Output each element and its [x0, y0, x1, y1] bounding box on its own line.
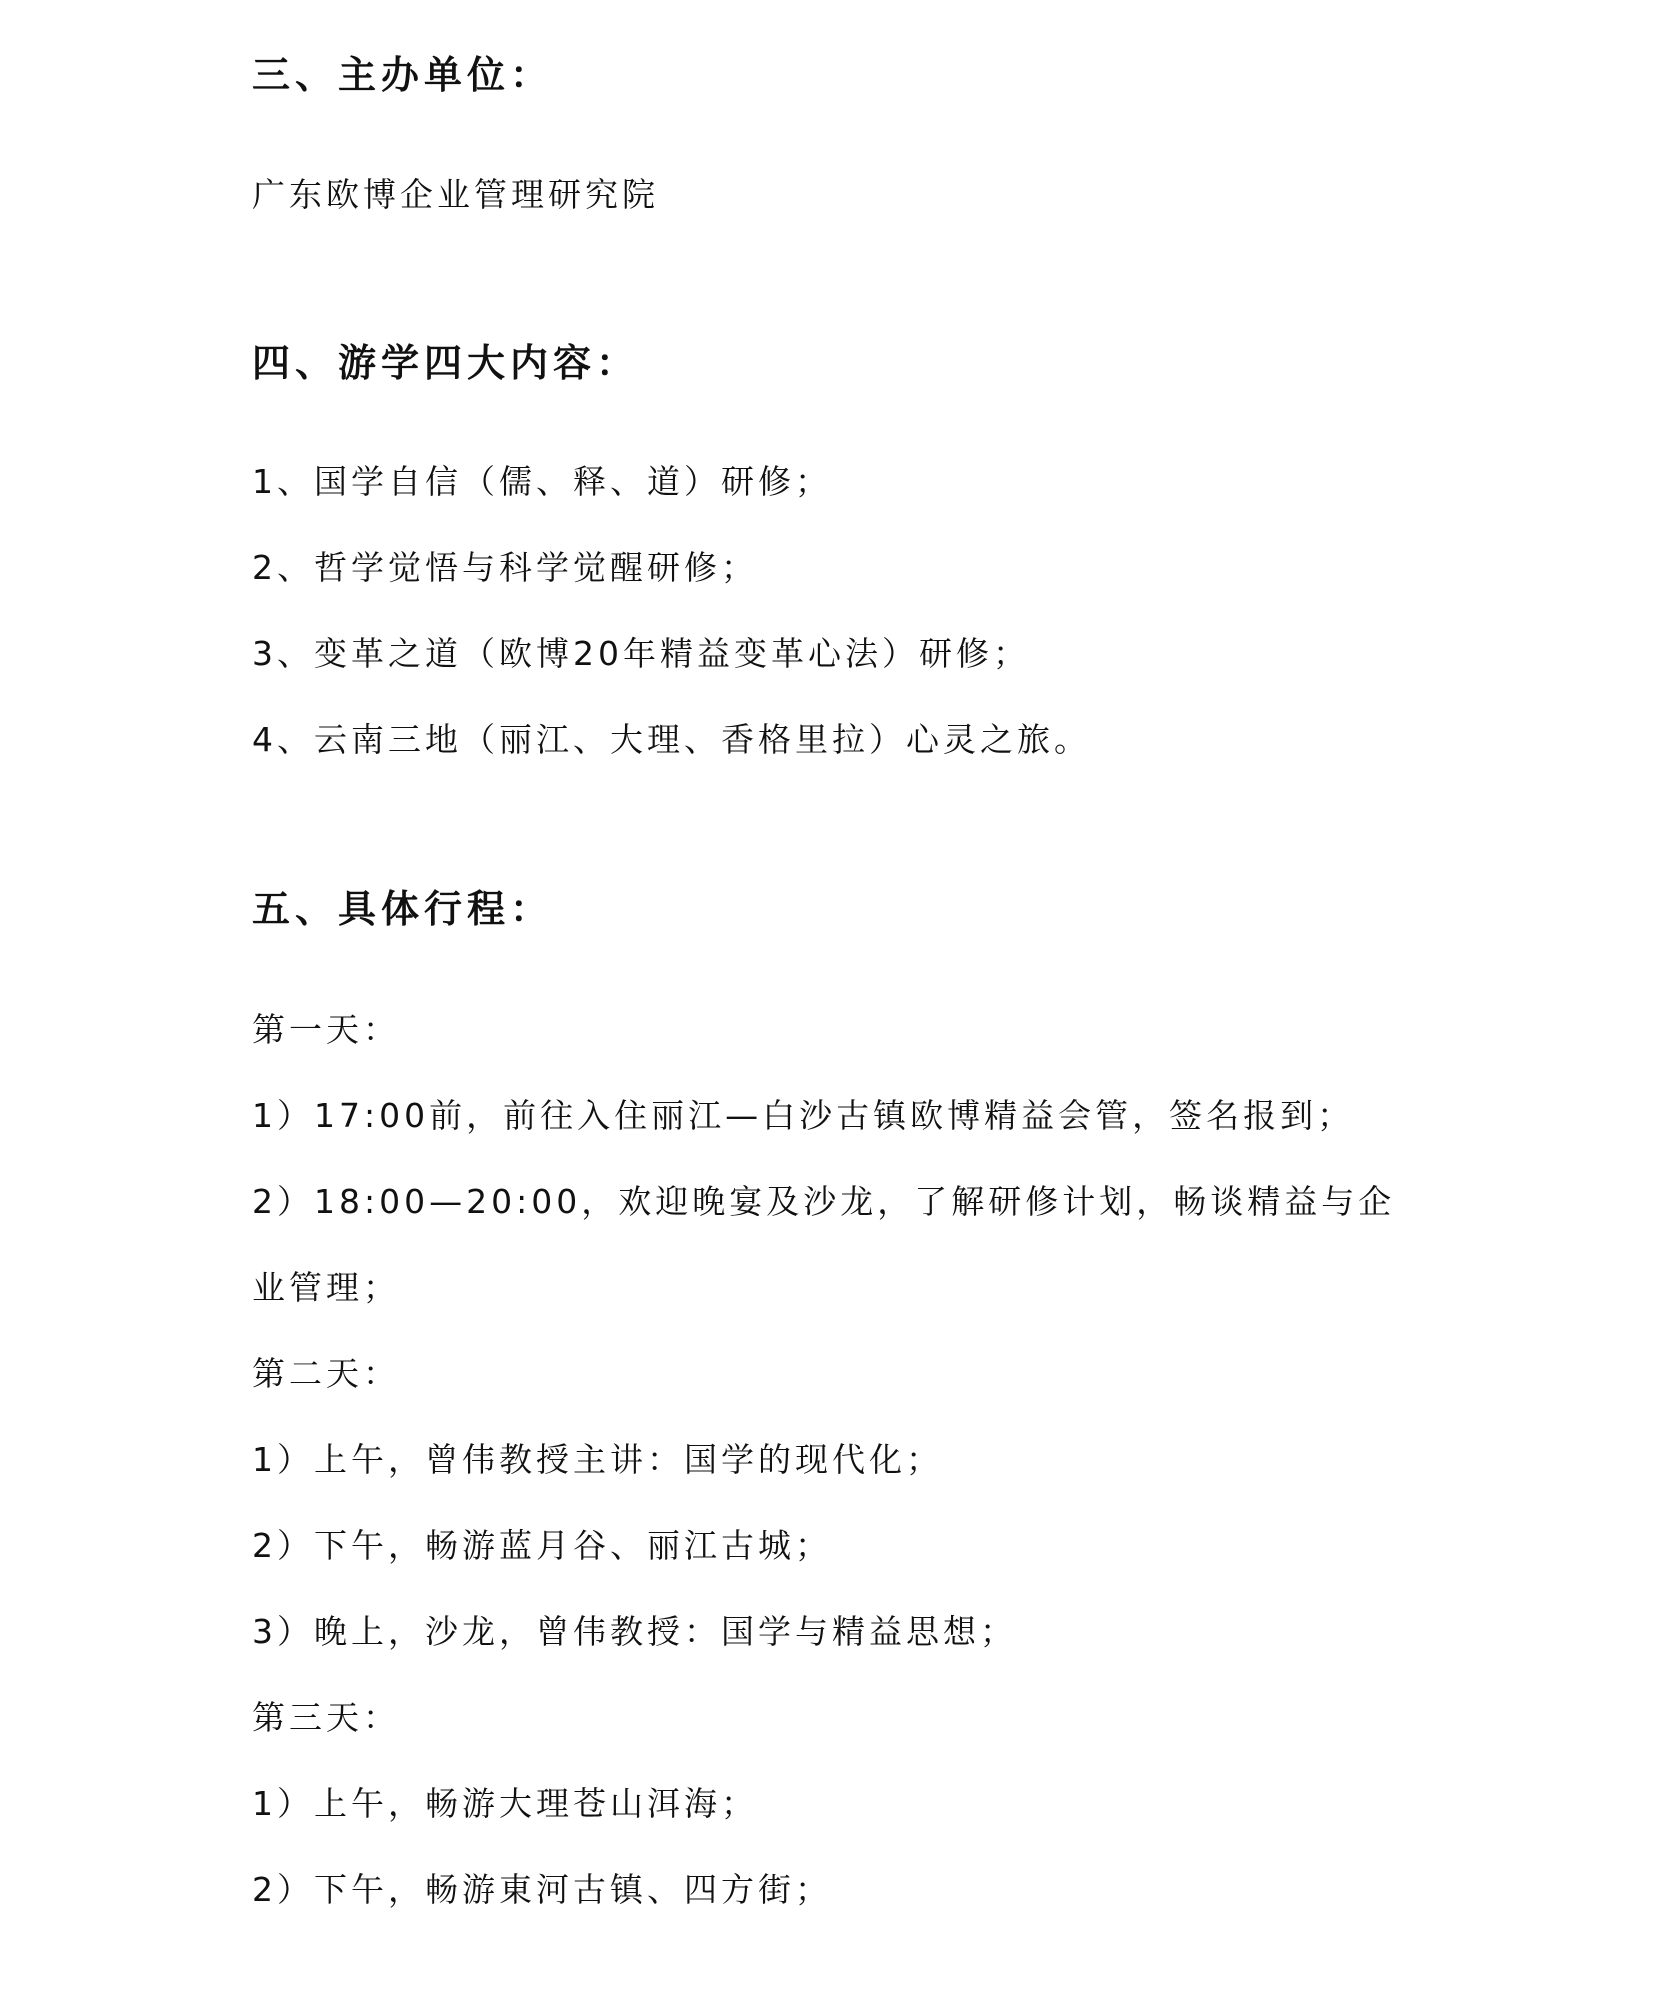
- day2-item-2: 2）下午，畅游蓝月谷、丽江古城；: [252, 1526, 832, 1565]
- day3-item-2: 2）下午，畅游東河古镇、四方街；: [252, 1870, 832, 1909]
- day1-item-1: 1）17:00前，前往入住丽江—白沙古镇欧博精益会管，签名报到；: [252, 1096, 1355, 1135]
- day1-item-2-continued: 业管理；: [252, 1268, 400, 1307]
- day2-title: 第二天：: [252, 1354, 400, 1393]
- section5-heading: 五、具体行程：: [252, 887, 554, 931]
- day1-title: 第一天：: [252, 1010, 400, 1049]
- day3-title: 第三天：: [252, 1698, 400, 1737]
- day1-item-2: 2）18:00—20:00，欢迎晚宴及沙龙，了解研修计划，畅谈精益与企: [252, 1182, 1396, 1221]
- day2-item-1: 1）上午，曾伟教授主讲：国学的现代化；: [252, 1440, 943, 1479]
- day2-item-3: 3）晚上，沙龙，曾伟教授：国学与精益思想；: [252, 1612, 1017, 1651]
- organizer-name: 广东欧博企业管理研究院: [252, 175, 659, 214]
- section4-heading: 四、游学四大内容：: [252, 341, 640, 385]
- day3-item-1: 1）上午，畅游大理苍山洱海；: [252, 1784, 758, 1823]
- content-item-4: 4、云南三地（丽江、大理、香格里拉）心灵之旅。: [252, 720, 1091, 759]
- content-item-1: 1、国学自信（儒、释、道）研修；: [252, 462, 832, 501]
- content-item-2: 2、哲学觉悟与科学觉醒研修；: [252, 548, 758, 587]
- content-item-3: 3、变革之道（欧博20年精益变革心法）研修；: [252, 634, 1030, 673]
- section3-heading: 三、主办单位：: [252, 53, 554, 97]
